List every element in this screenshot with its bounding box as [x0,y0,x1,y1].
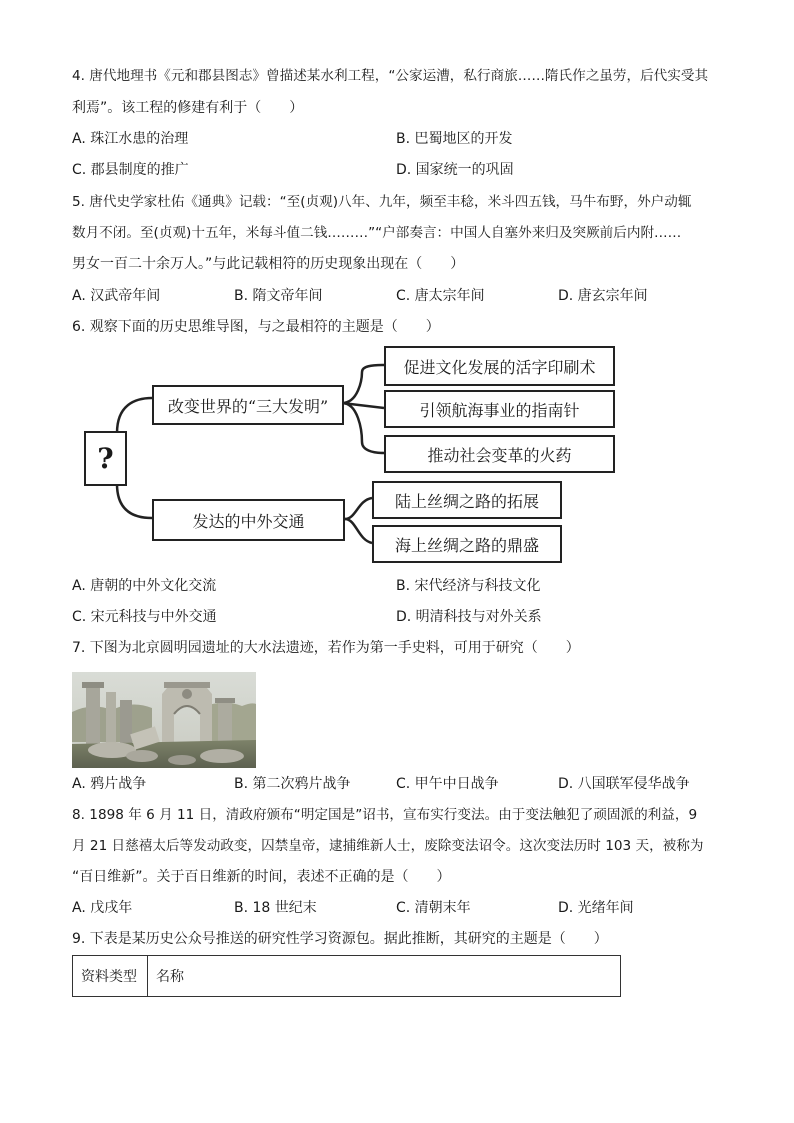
q5-stem-line1: 5. 唐代史学家杜佑《通典》记载：“至(贞观)八年、九年，频至丰稔，米斗四五钱，马牛布野，外户动辄 [72,194,692,210]
table-header-row [73,956,621,997]
mindmap-item-sea-silk-road: 海上丝绸之路的鼎盛 [372,525,562,563]
q5-stem-line2: 数月不闭。至(贞观)十五年，米每斗值二钱………”“户部奏言：中国人自塞外来归及突厥前后内附…… [72,225,682,241]
mindmap-item-gunpowder: 推动社会变革的火药 [384,435,615,473]
yuanmingyuan-ruins-photo [72,672,256,768]
mindmap-root-box: ? [84,431,127,486]
q4-stem-line2: 利焉”。该工程的修建有利于（ ） [72,100,304,116]
q8-option-b[interactable]: B. 18 世纪末 [234,900,317,916]
q7-option-c[interactable]: C. 甲午中日战争 [396,776,499,792]
mindmap-item-compass: 引领航海事业的指南针 [384,390,615,428]
table-header-name: 名称 [148,956,621,997]
q8-option-d[interactable]: D. 光绪年间 [558,900,634,916]
connector-branch1-item3 [342,403,384,453]
q4-option-b[interactable]: B. 巴蜀地区的开发 [396,131,513,147]
q6-option-b[interactable]: B. 宋代经济与科技文化 [396,578,541,594]
q4-option-a[interactable]: A. 珠江水患的治理 [72,131,189,147]
connector-root-branch2 [117,484,152,518]
table-header-type: 资料类型 [73,956,148,997]
mindmap-item-land-silk-road: 陆上丝绸之路的拓展 [372,481,562,519]
connector-branch2-item2 [345,519,372,543]
q5-option-c[interactable]: C. 唐太宗年间 [396,288,485,304]
q5-option-d[interactable]: D. 唐玄宗年间 [558,288,648,304]
q4-stem-line1: 4. 唐代地理书《元和郡县图志》曾描述某水利工程，“公家运漕，私行商旅……隋氏作之虽劳，后代实受其 [72,68,709,84]
mindmap-branch-inventions: 改变世界的“三大发明” [152,385,344,425]
q4-option-c[interactable]: C. 郡县制度的推广 [72,162,189,178]
q7-stem: 7. 下图为北京圆明园遗址的大水法遗迹，若作为第一手史料，可用于研究（ ） [72,640,580,656]
connector-branch2-item1 [345,498,372,519]
q8-option-a[interactable]: A. 戊戌年 [72,900,133,916]
q9-stem: 9. 下表是某历史公众号推送的研究性学习资源包。据此推断，其研究的主题是（ ） [72,931,608,947]
q8-option-c[interactable]: C. 清朝末年 [396,900,471,916]
q6-option-c[interactable]: C. 宋元科技与中外交通 [72,609,217,625]
q7-option-a[interactable]: A. 鸦片战争 [72,776,147,792]
connector-branch1-item1 [342,365,384,403]
q7-option-d[interactable]: D. 八国联军侵华战争 [558,776,690,792]
q8-stem-line3: “百日维新”。关于百日维新的时间，表述不正确的是（ ） [72,869,451,885]
q6-option-a[interactable]: A. 唐朝的中外文化交流 [72,578,217,594]
mindmap-item-printing: 促进文化发展的活字印刷术 [384,346,615,386]
q8-stem-line2: 月 21 日慈禧太后等发动政变，囚禁皇帝，逮捕维新人士，废除变法诏令。这次变法历时 103 天，被称为 [72,838,704,854]
q5-option-b[interactable]: B. 隋文帝年间 [234,288,323,304]
q4-option-d[interactable]: D. 国家统一的巩固 [396,162,514,178]
q7-option-b[interactable]: B. 第二次鸦片战争 [234,776,351,792]
resource-table [72,955,621,997]
q6-stem: 6. 观察下面的历史思维导图，与之最相符的主题是（ ） [72,319,440,335]
q5-option-a[interactable]: A. 汉武帝年间 [72,288,161,304]
mindmap-branch-transport: 发达的中外交通 [152,499,345,541]
q6-option-d[interactable]: D. 明清科技与对外关系 [396,609,542,625]
q5-stem-line3: 男女一百二十余万人。”与此记载相符的历史现象出现在（ ） [72,256,465,272]
q8-stem-line1: 8. 1898 年 6 月 11 日，清政府颁布“明定国是”诏书，宣布实行变法。由于变法触犯了顽固派的利益，9 [72,807,698,823]
connector-root-branch1 [117,398,152,433]
